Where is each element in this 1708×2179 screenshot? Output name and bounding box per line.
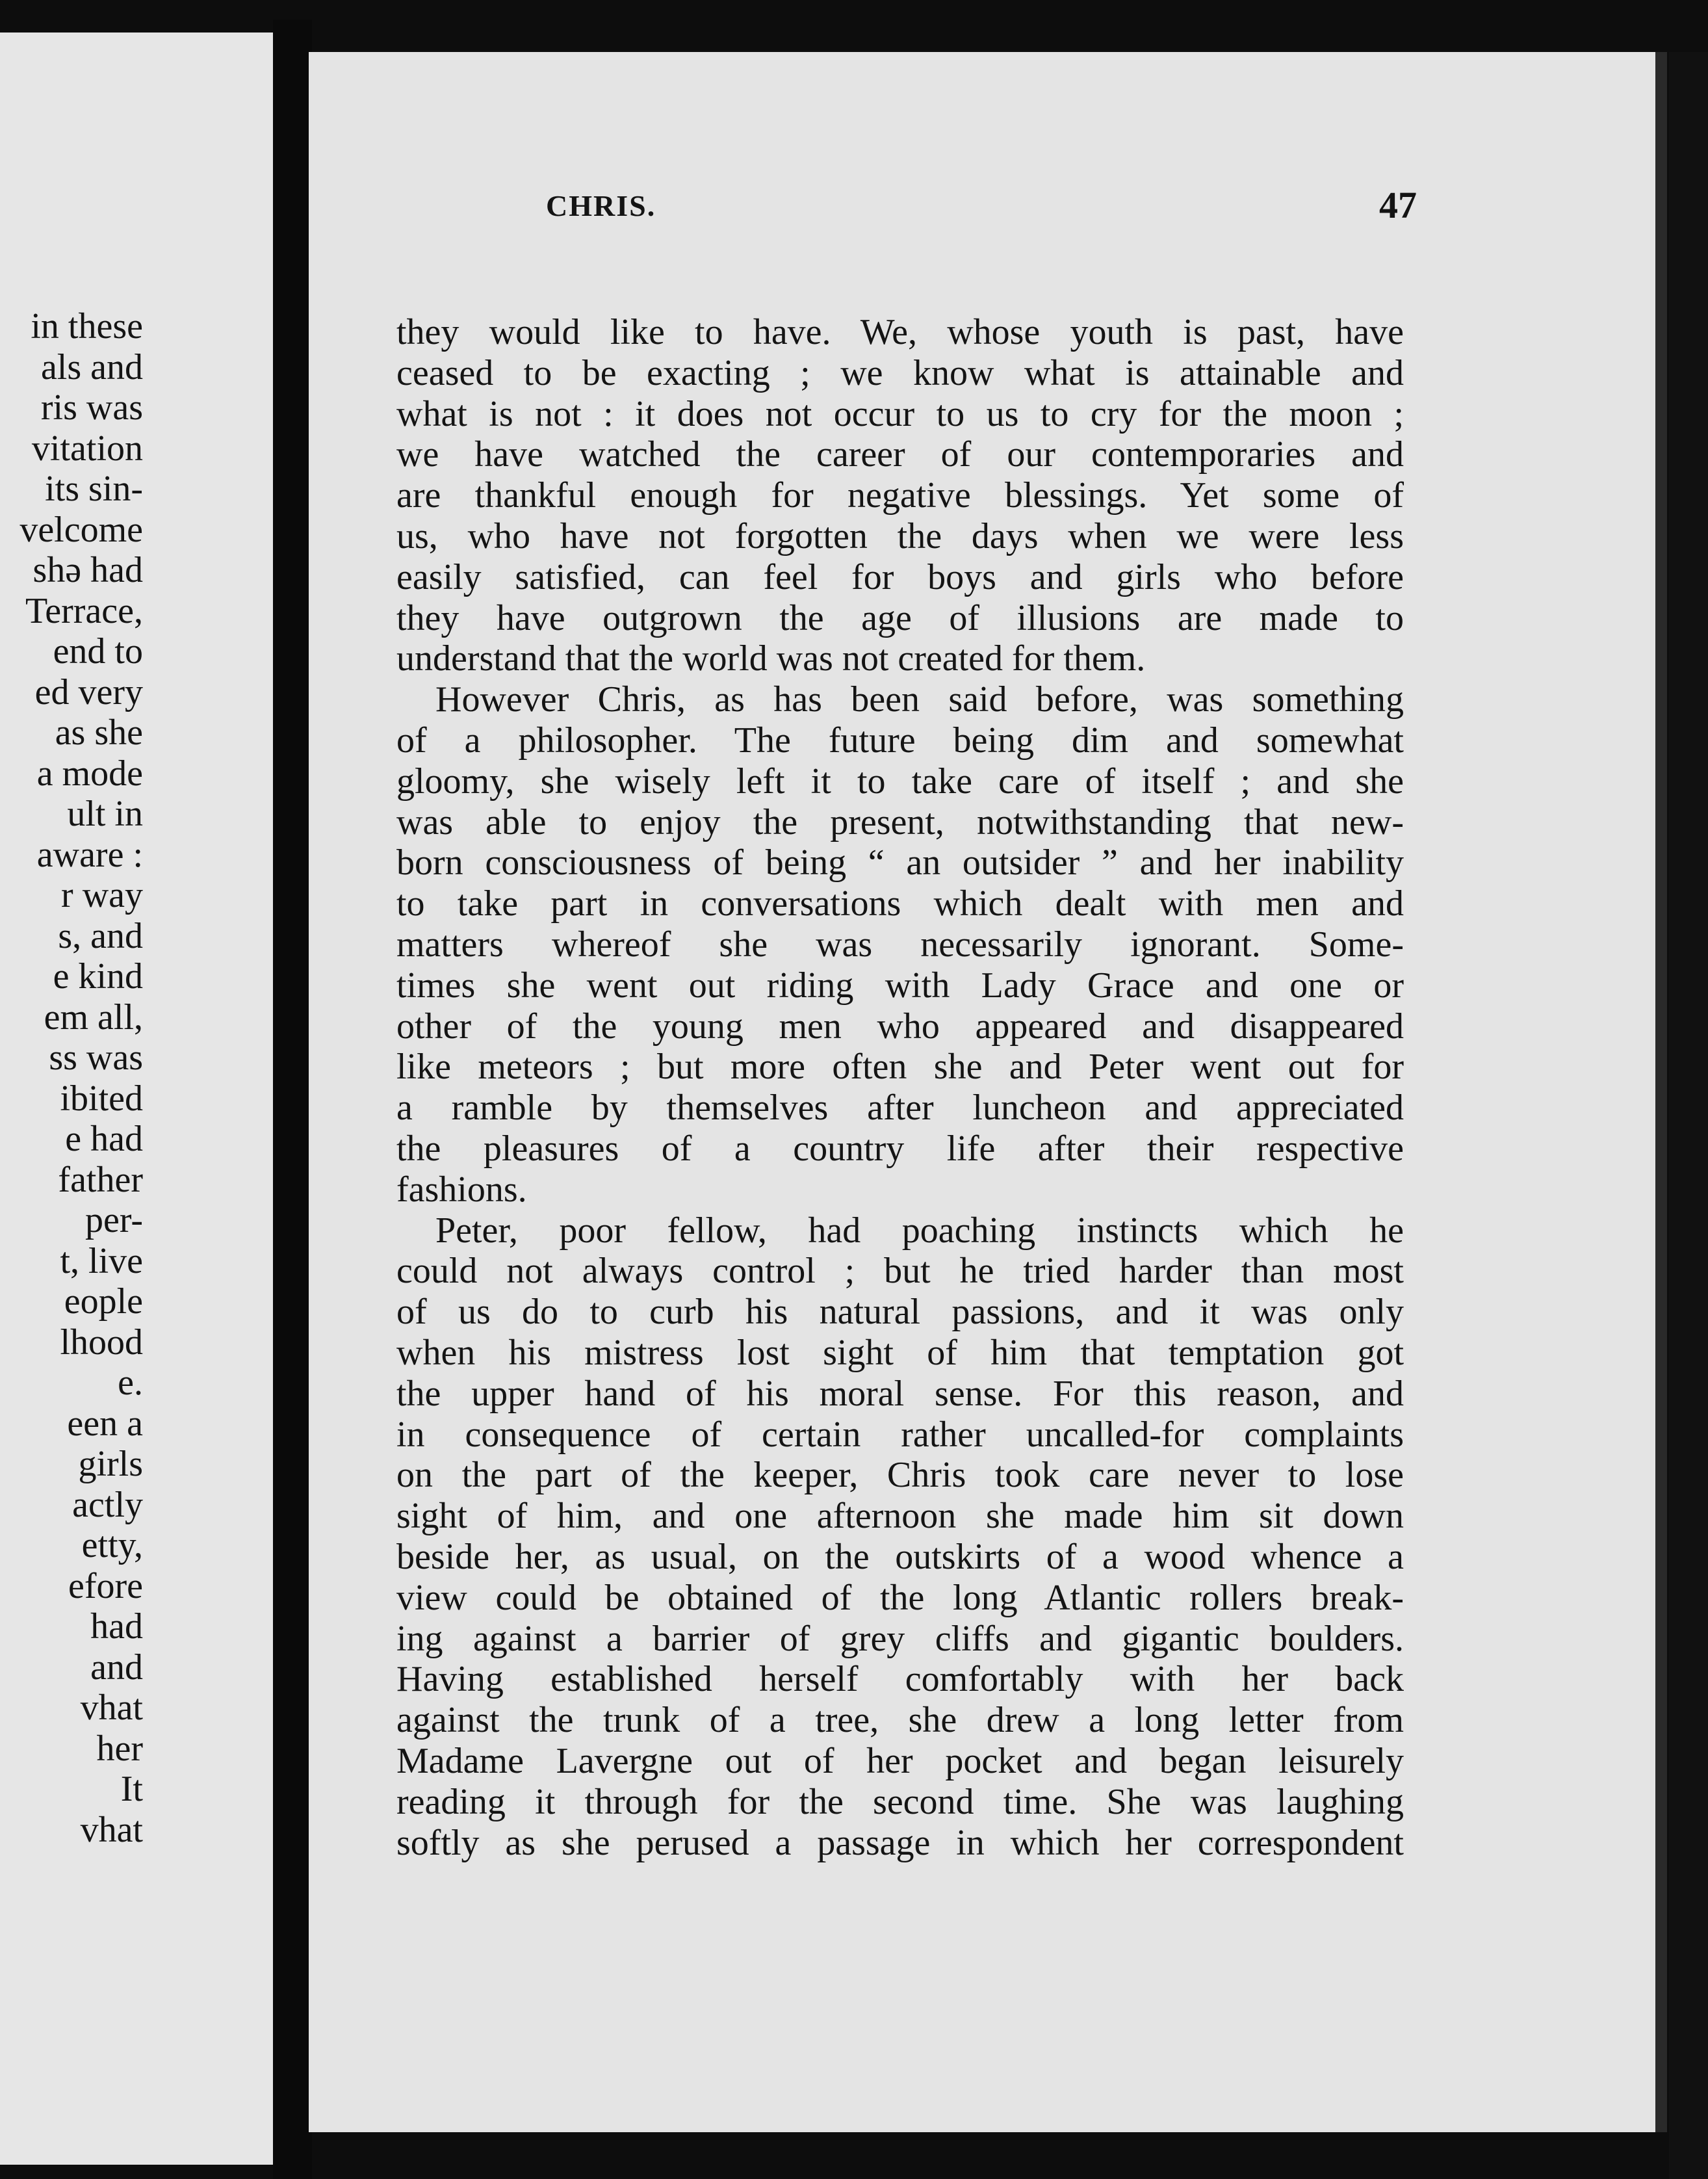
- body-line: However Chris, as has been said before, was something: [435, 679, 1404, 720]
- previous-page-line: t, live: [60, 1240, 143, 1281]
- previous-page-line: e kind: [53, 956, 143, 997]
- body-line: matters whereof she was necessarily ignorant. Some-: [396, 924, 1404, 965]
- previous-page-line: lhood: [60, 1322, 143, 1363]
- previous-page-line: aware :: [36, 834, 143, 875]
- body-line: the pleasures of a country life after their respective: [396, 1129, 1404, 1169]
- body-line: born consciousness of being “ an outsider ” and her inability: [396, 842, 1404, 883]
- body-line: against the trunk of a tree, she drew a long letter from: [396, 1700, 1404, 1741]
- running-title: CHRIS.: [546, 189, 656, 222]
- body-line: they would like to have. We, whose youth is past, have: [396, 312, 1404, 352]
- body-line: could not always control ; but he tried harder than most: [396, 1251, 1404, 1292]
- previous-page-line: had: [90, 1606, 143, 1647]
- previous-page-fragment: [0, 33, 273, 2165]
- body-line: in consequence of certain rather uncalled-for complaints: [396, 1414, 1404, 1455]
- previous-page-line: vhat: [80, 1809, 143, 1850]
- body-line: us, who have not forgotten the days when we were less: [396, 516, 1404, 556]
- previous-page-line: per-: [84, 1200, 143, 1240]
- body-line: of a philosopher. The future being dim and somewhat: [396, 720, 1404, 761]
- previous-page-line: girls: [78, 1444, 143, 1484]
- page-number: 47: [1379, 184, 1417, 226]
- body-line: the upper hand of his moral sense. For this reason, and: [396, 1373, 1404, 1414]
- body-line: a ramble by themselves after luncheon and appreciated: [396, 1088, 1404, 1129]
- body-line: view could be obtained of the long Atlantic rollers break-: [396, 1577, 1404, 1618]
- body-line: ceased to be exacting ; we know what is attainable and: [396, 352, 1404, 393]
- previous-page-line: r way: [61, 875, 143, 915]
- previous-page-line: als and: [40, 346, 143, 387]
- body-line: times she went out riding with Lady Grace and one or: [396, 965, 1404, 1006]
- body-line: was able to enjoy the present, notwithstanding that new-: [396, 802, 1404, 842]
- previous-page-line: as she: [55, 712, 143, 753]
- previous-page-line: vitation: [31, 428, 143, 469]
- body-line: what is not : it does not occur to us to cry for the moon ;: [396, 393, 1404, 434]
- previous-page-line: ult in: [67, 794, 143, 834]
- body-line: Madame Lavergne out of her pocket and began leisurely: [396, 1741, 1404, 1781]
- previous-page-line: ris was: [40, 387, 143, 428]
- previous-page-line: It: [120, 1769, 143, 1809]
- previous-page-line: e had: [65, 1119, 143, 1159]
- previous-page-line: shə had: [32, 550, 143, 590]
- body-line: Having established herself comfortably with her back: [396, 1659, 1404, 1700]
- body-line: sight of him, and one afternoon she made him sit down: [396, 1496, 1404, 1537]
- body-line: easily satisfied, can feel for boys and girls who before: [396, 556, 1404, 597]
- page-edge: [1669, 52, 1708, 2179]
- body-line: softly as she perused a passage in which her correspondent: [396, 1822, 1404, 1863]
- previous-page-line: s, and: [58, 915, 143, 956]
- body-line: when his mistress lost sight of him that temptation got: [396, 1333, 1404, 1373]
- previous-page-line: velcome: [19, 509, 143, 550]
- previous-page-line: ibited: [60, 1078, 143, 1119]
- previous-page-line: ss was: [49, 1037, 143, 1078]
- body-line: understand that the world was not created for them.: [396, 638, 1146, 679]
- body-line: of us do to curb his natural passions, and it was only: [396, 1292, 1404, 1333]
- body-line: like meteors ; but more often she and Peter went out for: [396, 1047, 1404, 1088]
- book-gutter: [273, 20, 312, 2179]
- previous-page-line: Terrace,: [25, 590, 143, 631]
- previous-page-line: eople: [64, 1281, 143, 1322]
- previous-page-line: em all,: [44, 997, 143, 1037]
- previous-page-line: her: [96, 1728, 143, 1769]
- body-line: they have outgrown the age of illusions are made to: [396, 597, 1404, 638]
- body-line: are thankful enough for negative blessings. Yet some of: [396, 475, 1404, 516]
- body-line: gloomy, she wisely left it to take care of itself ; and she: [396, 761, 1404, 802]
- previous-page-line: end to: [53, 631, 143, 672]
- body-line: fashions.: [396, 1169, 527, 1210]
- body-line: on the part of the keeper, Chris took care never to lose: [396, 1455, 1404, 1496]
- body-line: we have watched the career of our contemporaries and: [396, 434, 1404, 475]
- previous-page-line: in these: [31, 306, 143, 346]
- body-line: other of the young men who appeared and disappeared: [396, 1006, 1404, 1047]
- previous-page-line: a mode: [36, 753, 143, 794]
- body-line: reading it through for the second time. She was laughing: [396, 1781, 1404, 1822]
- previous-page-line: actly: [72, 1484, 143, 1525]
- body-line: Peter, poor fellow, had poaching instincts which he: [435, 1210, 1404, 1251]
- previous-page-line: and: [90, 1647, 143, 1688]
- previous-page-line: its sin-: [45, 469, 143, 509]
- body-line: to take part in conversations which dealt with men and: [396, 883, 1404, 924]
- previous-page-line: father: [58, 1159, 143, 1200]
- previous-page-line: e.: [118, 1363, 143, 1403]
- body-line: ing against a barrier of grey cliffs and gigantic boulders.: [396, 1618, 1404, 1659]
- previous-page-line: vhat: [80, 1688, 143, 1728]
- previous-page-line: etty,: [81, 1525, 143, 1565]
- body-line: beside her, as usual, on the outskirts of a wood whence a: [396, 1537, 1404, 1577]
- previous-page-line: ed very: [34, 672, 143, 712]
- running-head: [546, 184, 1417, 234]
- previous-page-line: efore: [68, 1565, 143, 1606]
- previous-page-line: een a: [67, 1403, 143, 1444]
